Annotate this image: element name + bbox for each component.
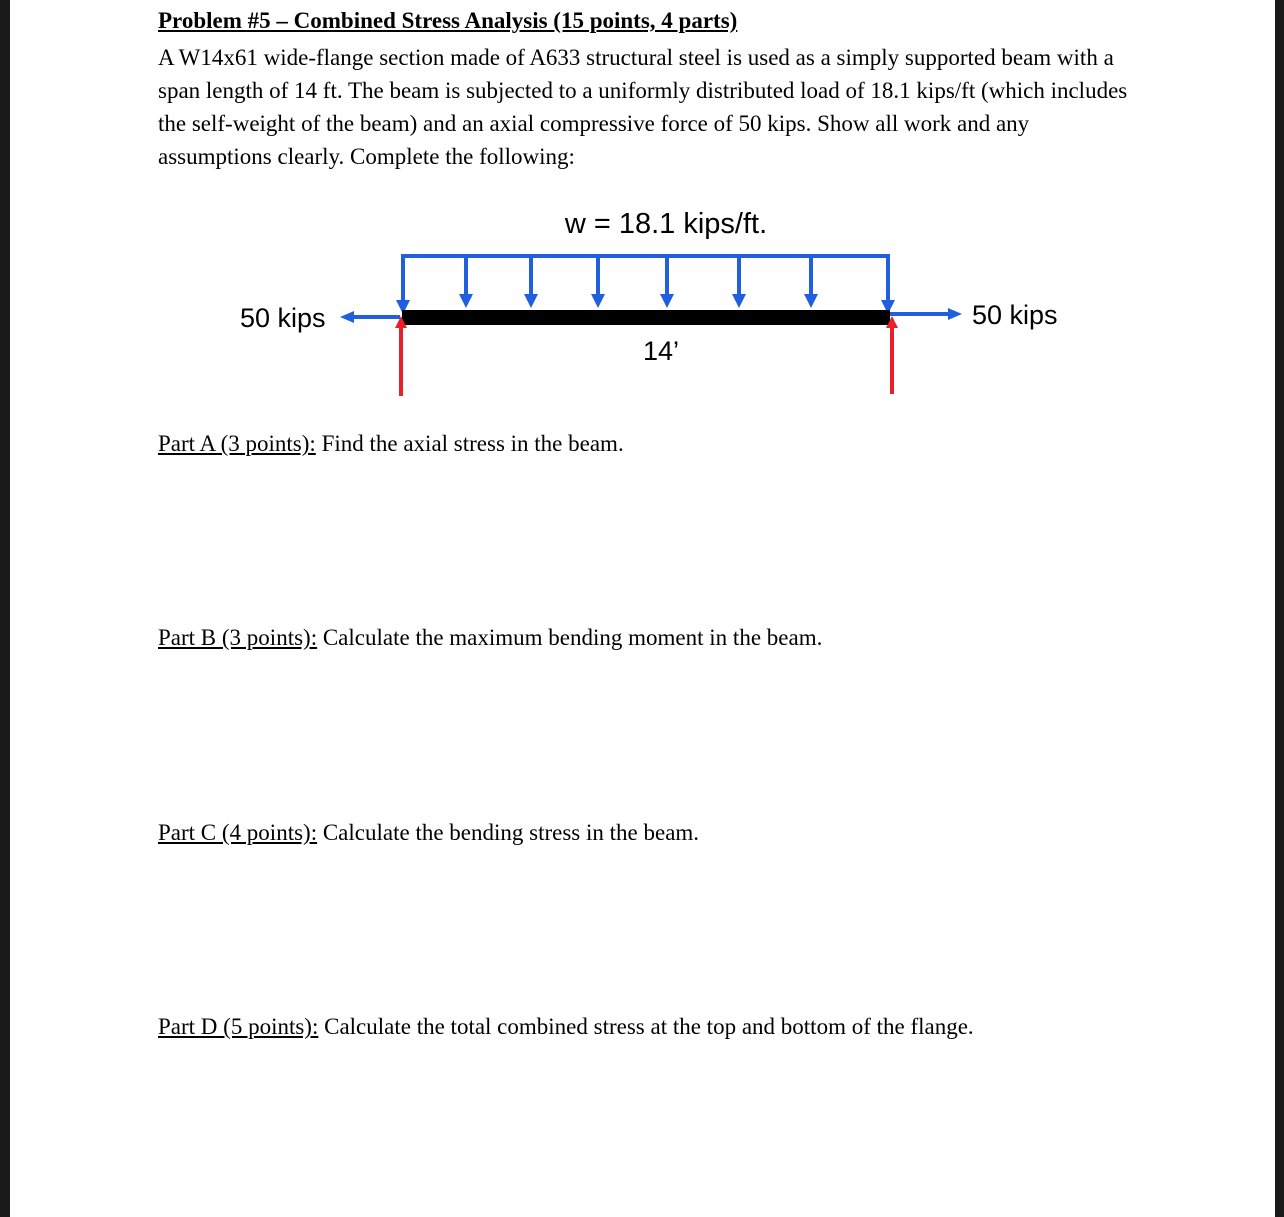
- part-d-text: Calculate the total combined stress at the top and bottom of the flange.: [318, 1014, 974, 1039]
- span-label: 14’: [642, 336, 680, 366]
- problem-statement: A W14x61 wide-flange section made of A633 structural steel is used as a simply supported beam with a span length of 14 ft. The beam is subjected to a uniformly distributed load of 18.1 kips/ft (which includes the self-weight of the beam) and an axial compressive force of 50 kips. Show all work and any assumptions clearly. Complete the following:: [158, 45, 1128, 169]
- left-border: [0, 0, 10, 1217]
- load-arrow-head: [591, 294, 605, 308]
- load-arrow-head: [524, 294, 538, 308]
- load-label: w = 18.1 kips/ft.: [564, 208, 768, 240]
- part-b-label: Part B (3 points):: [158, 625, 318, 650]
- part-c-text: Calculate the bending stress in the beam.: [317, 820, 700, 845]
- beam: [402, 310, 890, 325]
- part-c: [158, 820, 699, 846]
- part-d: [158, 1014, 974, 1040]
- part-a: [158, 431, 624, 457]
- part-d-label: Part D (5 points):: [158, 1014, 319, 1039]
- part-a-label: Part A (3 points):: [158, 431, 316, 456]
- problem-title: Problem #5 – Combined Stress Analysis (15 points, 4 parts): [158, 8, 738, 33]
- load-arrow-head: [732, 294, 746, 308]
- load-arrows: [396, 254, 895, 314]
- right-border: [1275, 0, 1284, 1217]
- left-axial-arrow-head: [340, 311, 354, 323]
- load-arrow-head: [459, 294, 473, 308]
- part-b: [158, 625, 822, 651]
- load-arrow-head: [804, 294, 818, 308]
- part-b-text: Calculate the maximum bending moment in the beam.: [317, 625, 823, 650]
- load-arrow-head: [660, 294, 674, 308]
- part-a-text: Find the axial stress in the beam.: [315, 431, 624, 456]
- right-axial-arrow-head: [948, 308, 962, 320]
- part-c-label: Part C (4 points):: [158, 820, 318, 845]
- left-force-label: 50 kips: [240, 303, 326, 333]
- right-force-label: 50 kips: [972, 300, 1058, 330]
- beam-diagram: [0, 190, 1284, 410]
